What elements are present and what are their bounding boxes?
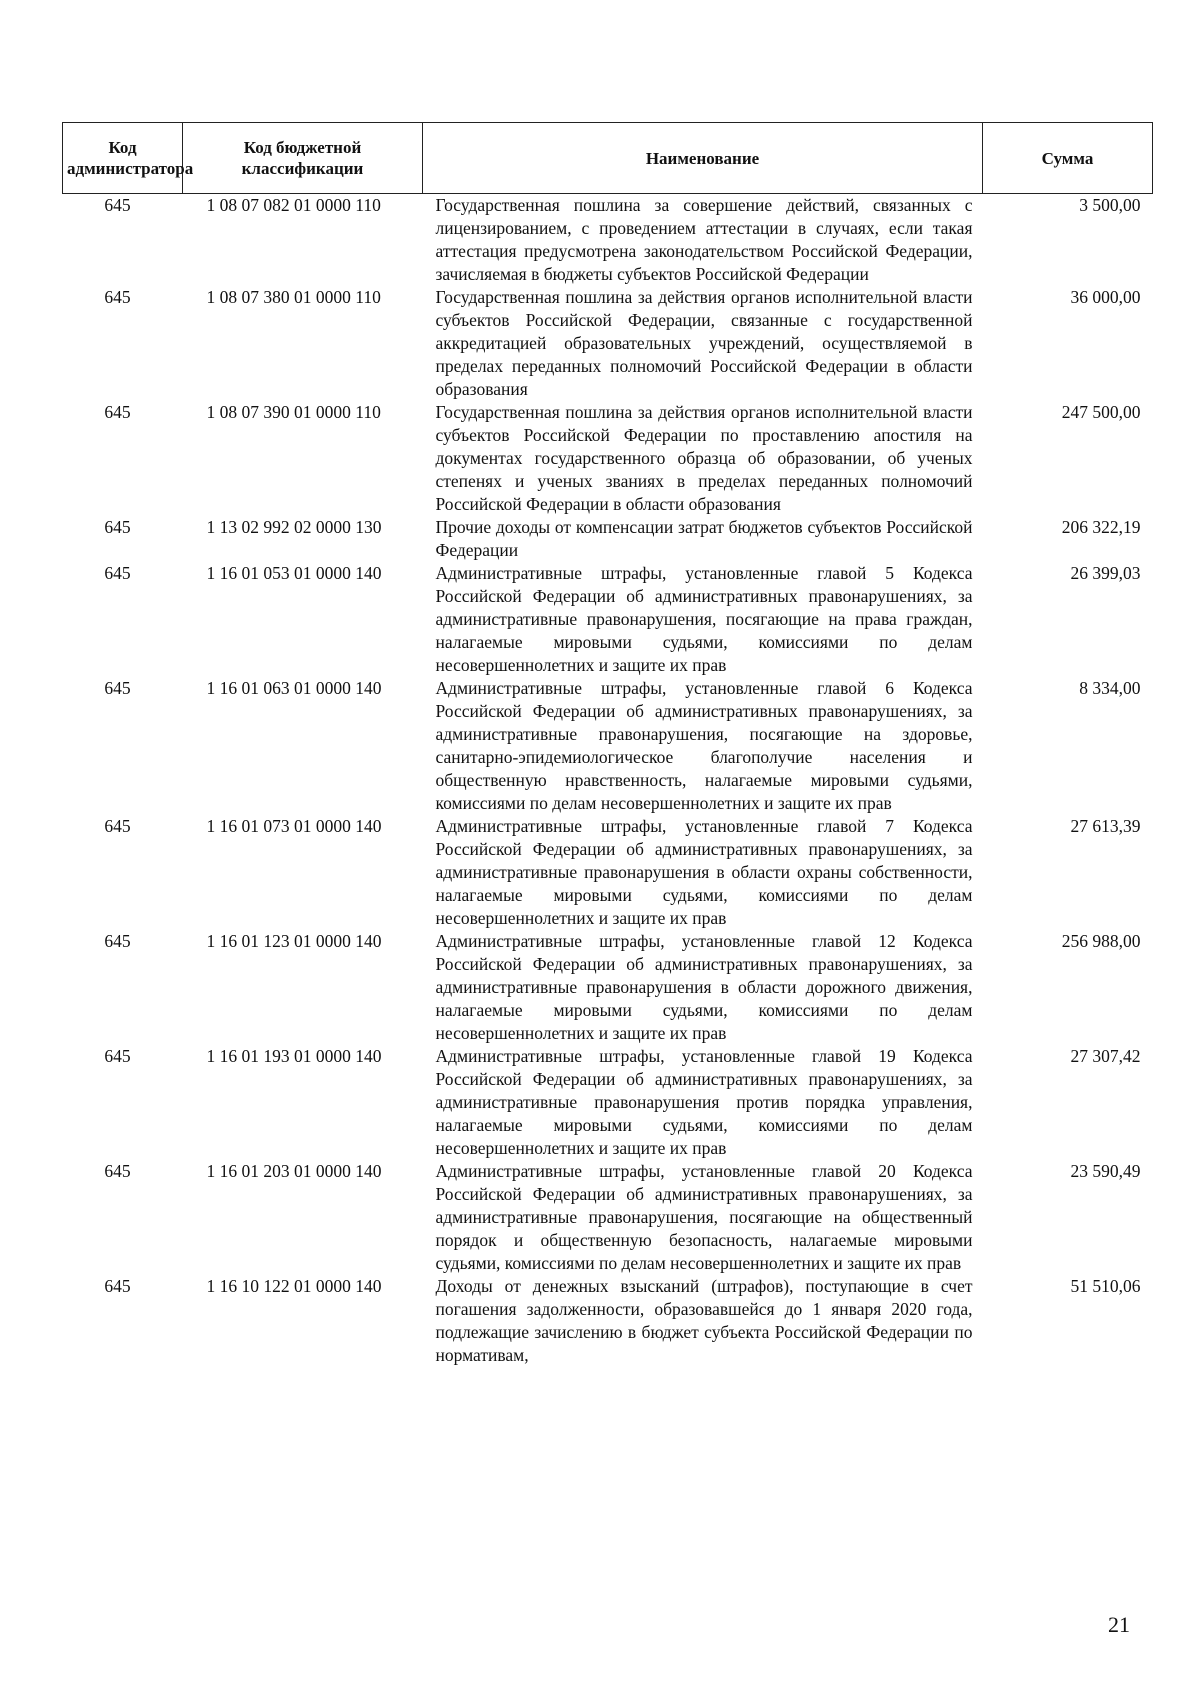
name-cell: Административные штрафы, установленные главой 5 Кодекса Российской Федерации об административных правонарушениях, за административные правонарушения, посягающие на права граждан, налагаемые мировыми судьями, комиссиями по делам несовершеннолетних и защите их прав [435,563,973,675]
amount-cell: 256 988,00 [1061,931,1141,951]
table-row [63,194,1153,287]
table-row [63,930,1153,1045]
header-row [63,123,1153,194]
name-cell: Государственная пошлина за действия органов исполнительной власти субъектов Российской Федерации по проставлению апостиля на документах государственного образца об образовании, об ученых степенях и ученых званиях в пределах переданных полномочий Российской Федерации в области образования [435,402,973,514]
admin-code-cell: 645 [104,1161,131,1181]
header-admin-code: Код администратора [63,123,183,194]
amount-cell: 27 613,39 [1070,816,1141,836]
name-cell: Административные штрафы, установленные главой 12 Кодекса Российской Федерации об административных правонарушениях, за административные правонарушения в области дорожного движения, налагаемые мировыми судьями, комиссиями по делам несовершеннолетних и защите их прав [435,931,973,1043]
budget-code-cell: 1 16 01 193 01 0000 140 [206,1046,382,1066]
amount-cell: 206 322,19 [1061,517,1141,537]
page-number: 21 [1108,1612,1130,1637]
budget-code-cell: 1 08 07 390 01 0000 110 [206,402,381,422]
header-amount: Сумма [983,123,1153,194]
admin-code-cell: 645 [104,402,131,422]
budget-code-cell: 1 13 02 992 02 0000 130 [206,517,382,537]
header-budget-code: Код бюджетной классификации [183,123,423,194]
name-cell: Административные штрафы, установленные главой 6 Кодекса Российской Федерации об административных правонарушениях, за административные правонарушения, посягающие на здоровье, санитарно-эпидемиологическое благополучие населения и общественную нравственность, налагаемые мировыми судьями, комиссиями по делам несовершеннолетних и защите их прав [435,678,973,813]
amount-cell: 3 500,00 [1079,195,1141,215]
name-cell: Доходы от денежных взысканий (штрафов), поступающие в счет погашения задолженности, образовавшейся до 1 января 2020 года, подлежащие зачислению в бюджет субъекта Российской Федерации по нормативам, [435,1276,973,1365]
amount-cell: 247 500,00 [1061,402,1141,422]
header-name: Наименование [423,123,983,194]
amount-cell: 27 307,42 [1070,1046,1141,1066]
table-row [63,1275,1153,1367]
budget-code-cell: 1 16 10 122 01 0000 140 [206,1276,382,1296]
budget-code-cell: 1 16 01 073 01 0000 140 [206,816,382,836]
admin-code-cell: 645 [104,287,131,307]
amount-cell: 26 399,03 [1070,563,1141,583]
amount-cell: 23 590,49 [1070,1161,1141,1181]
table-header [63,123,1153,194]
budget-code-cell: 1 16 01 203 01 0000 140 [206,1161,382,1181]
table-row [63,401,1153,516]
table-row [63,1160,1153,1275]
admin-code-cell: 645 [104,931,131,951]
revenue-table [62,122,1153,1367]
table-row [63,562,1153,677]
amount-cell: 51 510,06 [1070,1276,1141,1296]
table-row [63,1045,1153,1160]
admin-code-cell: 645 [104,563,131,583]
budget-code-cell: 1 08 07 380 01 0000 110 [206,287,381,307]
admin-code-cell: 645 [104,517,131,537]
name-cell: Государственная пошлина за действия органов исполнительной власти субъектов Российской Федерации, связанные с государственной аккредитацией образовательных учреждений, осуществляемой в пределах переданных полномочий Российской Федерации в области образования [435,287,973,399]
budget-code-cell: 1 16 01 063 01 0000 140 [206,678,382,698]
amount-cell: 36 000,00 [1070,287,1141,307]
name-cell: Государственная пошлина за совершение действий, связанных с лицензированием, с проведением аттестации в случаях, если такая аттестация предусмотрена законодательством Российской Федерации, зачисляемая в бюджеты субъектов Российской Федерации [435,195,973,284]
table-row [63,516,1153,562]
table-row [63,815,1153,930]
admin-code-cell: 645 [104,195,131,215]
admin-code-cell: 645 [104,1046,131,1066]
budget-code-cell: 1 08 07 082 01 0000 110 [206,195,381,215]
admin-code-cell: 645 [104,816,131,836]
table-row [63,677,1153,815]
admin-code-cell: 645 [104,678,131,698]
budget-code-cell: 1 16 01 053 01 0000 140 [206,563,382,583]
budget-code-cell: 1 16 01 123 01 0000 140 [206,931,382,951]
table-row [63,286,1153,401]
amount-cell: 8 334,00 [1079,678,1141,698]
table-body [63,194,1153,1368]
name-cell: Административные штрафы, установленные главой 20 Кодекса Российской Федерации об административных правонарушениях, за административные правонарушения, посягающие на общественный порядок и общественную безопасность, налагаемые мировыми судьями, комиссиями по делам несовершеннолетних и защите их прав [435,1161,973,1273]
name-cell: Административные штрафы, установленные главой 19 Кодекса Российской Федерации об административных правонарушениях, за административные правонарушения против порядка управления, налагаемые мировыми судьями, комиссиями по делам несовершеннолетних и защите их прав [435,1046,973,1158]
name-cell: Прочие доходы от компенсации затрат бюджетов субъектов Российской Федерации [435,517,973,560]
name-cell: Административные штрафы, установленные главой 7 Кодекса Российской Федерации об административных правонарушениях, за административные правонарушения в области охраны собственности, налагаемые мировыми судьями, комиссиями по делам несовершеннолетних и защите их прав [435,816,973,928]
admin-code-cell: 645 [104,1276,131,1296]
